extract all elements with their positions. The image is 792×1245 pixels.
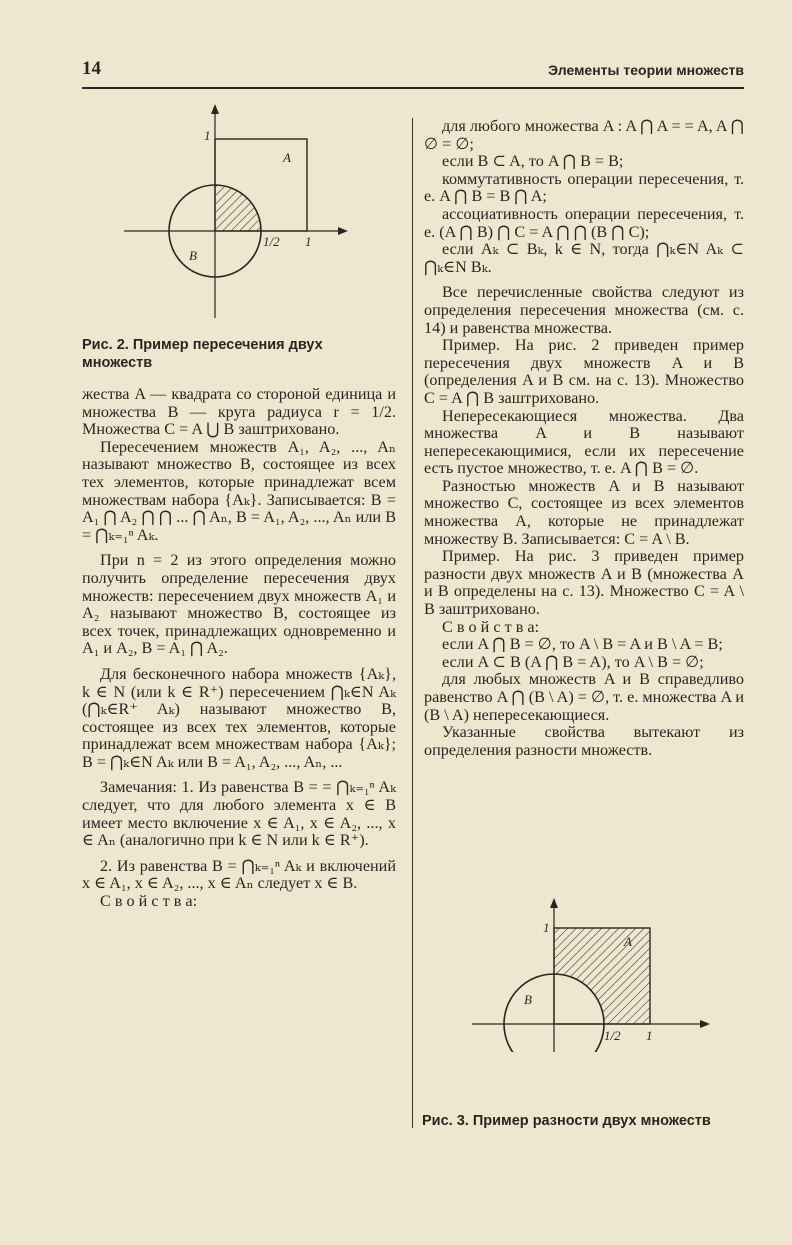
figure-2-caption: Рис. 2. Пример пересечения двух множеств <box>82 337 323 371</box>
page-header <box>82 58 744 86</box>
paragraph: если Aₖ ⊂ Bₖ, k ∈ N, тогда ⋂ₖ∈N Aₖ ⊂ ⋂ₖ∈N Bₖ. <box>424 240 744 276</box>
paragraph: ассоциативность операции пересечения, т. е. (A ⋂ B) ⋂ C = A ⋂ ⋂ (B ⋂ C); <box>424 204 744 241</box>
y-axis-arrow <box>550 898 558 908</box>
label-half: 1/2 <box>604 1028 621 1043</box>
page-number: 14 <box>82 58 101 79</box>
label-A: A <box>283 150 291 165</box>
label-B: B <box>189 248 197 263</box>
left-column <box>82 386 396 911</box>
paragraph: если A ⋂ B = ∅, то A \ B = A и B \ A = B; <box>442 635 723 654</box>
paragraph: Замечания: 1. Из равенства B = = ⋂ₖ₌₁ⁿ Aₖ следует, что для любого элемента x ∈ B имеет место включение x ∈ A₁, x ∈ A₂, ..., x ∈ Aₙ (аналогично при k ∈ N или k ∈ R⁺). <box>82 778 396 850</box>
y-axis-arrow <box>211 104 219 114</box>
paragraph: если A ⊂ B (A ⋂ B = A), то A \ B = ∅; <box>442 652 704 671</box>
paragraph: Все перечисленные свойства следуют из определения пересечения множества (см. с. 14) и равенства множества. <box>424 283 744 337</box>
x-axis-arrow <box>700 1020 710 1028</box>
label-y1: 1 <box>204 128 211 143</box>
label-x1: 1 <box>646 1028 653 1043</box>
paragraph: для любых множеств A и B справедливо равенство A ⋂ (B \ A) = ∅, т. е. множества A и (B \ A) непересекающиеся. <box>424 670 744 724</box>
paragraph: жества A — квадрата со стороной единица и множества B — круга радиуса r = 1/2. Множества C = A ⋃ B заштриховано. <box>82 385 396 439</box>
paragraph: Разностью множеств A и B называют множество C, состоящее из всех элементов множества A, которые не принадлежат множеству B. Записывается: C = A \ B. <box>424 476 744 548</box>
paragraph: Пересечением множеств A₁, A₂, ..., Aₙ называют множество B, состоящее из всех тех элементов, которые принадлежат всем множествам набора {Aₖ}. Записывается: B = A₁ ⋂ A₂ ⋂ ⋂ ... ⋂ Aₙ, B = A₁, A₂, ..., Aₙ или B = ⋂ₖ₌₁ⁿ Aₖ. <box>82 437 396 544</box>
paragraph: При n = 2 из этого определения можно получить определение пересечения двух множеств: пересечением двух множеств A₁ и A₂ называют множество B, состоящее из всех точек, принадлежащих одновременно и A₁ и A₂, B = A₁ ⋂ A₂. <box>82 551 396 658</box>
paragraph: С в о й с т в а: <box>100 892 198 911</box>
running-title: Элементы теории множеств <box>548 62 744 78</box>
paragraph: Указанные свойства вытекают из определения разности множеств. <box>424 723 744 759</box>
paragraph: С в о й с т в а: <box>442 617 540 636</box>
paragraph: коммутативность операции пересечения, т. е. A ⋂ B = B ⋂ A; <box>424 169 744 206</box>
column-divider <box>412 118 413 1128</box>
paragraph: Для бесконечного набора множеств {Aₖ}, k ∈ N (или k ∈ R⁺) пересечением ⋂ₖ∈N Aₖ (⋂ₖ∈R⁺ Aₖ) называют множество B, состоящее из всех тех элементов, которые принадлежат всем множествам набора {Aₖ}; B = ⋂ₖ∈N Aₖ или B = A₁, A₂, ..., Aₙ, ... <box>82 664 396 771</box>
label-B: B <box>524 992 532 1007</box>
paragraph: Пример. На рис. 2 приведен пример пересечения двух множеств A и B (определения A и B см. на с. 13). Множество C = A ⋂ B заштриховано. <box>424 336 744 407</box>
paragraph: для любого множества A : A ⋂ A = = A, A ⋂ ∅ = ∅; <box>424 117 744 153</box>
x-axis-arrow <box>338 227 348 235</box>
label-half: 1/2 <box>263 234 280 249</box>
paragraph: Непересекающиеся множества. Два множества A и B называют непересекающимися, если их пересечение есть пустое множество, т. е. A ⋂ B = ∅. <box>424 406 744 478</box>
paragraph: Пример. На рис. 3 приведен пример разности двух множеств A и B (множества A и B определены на с. 13). Множество C = A \ B заштриховано. <box>424 547 744 619</box>
label-y1: 1 <box>543 920 550 935</box>
right-column <box>424 118 744 759</box>
paragraph: если B ⊂ A, то A ⋂ B = B; <box>442 152 624 171</box>
label-x1: 1 <box>305 234 312 249</box>
label-A: A <box>624 934 632 949</box>
header-rule <box>82 87 744 89</box>
figure-3-difference <box>466 894 716 1052</box>
paragraph: 2. Из равенства B = ⋂ₖ₌₁ⁿ Aₖ и включений x ∈ A₁, x ∈ A₂, ..., x ∈ Aₙ следует x ∈ B. <box>82 856 396 893</box>
figure-3-caption: Рис. 3. Пример разности двух множеств <box>422 1113 711 1129</box>
figure-2-intersection <box>124 100 356 318</box>
